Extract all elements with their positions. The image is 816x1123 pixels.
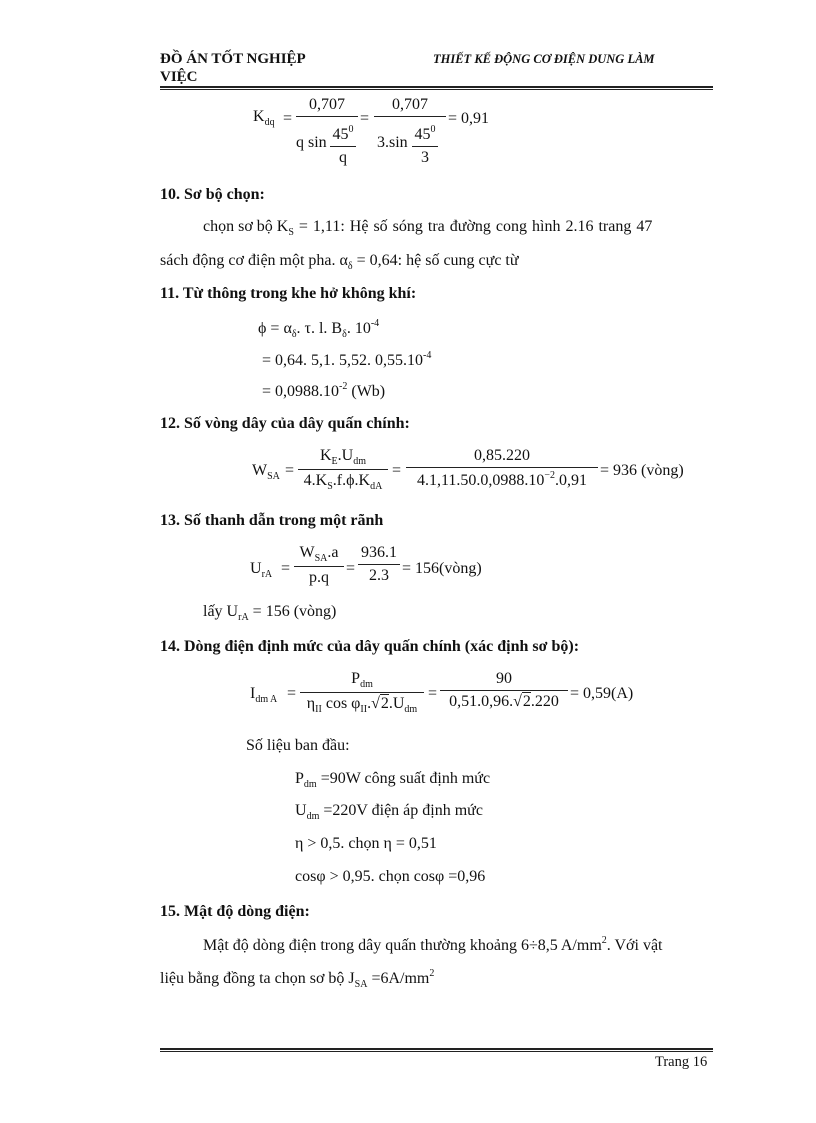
equals-sign: = (285, 462, 295, 479)
section-10-heading: 10. Sơ bộ chọn: (160, 186, 265, 203)
turns-fraction-2: 0,85.220 $4.1,11.50.0,0988.10^{-2}.0,91$ (406, 447, 598, 490)
conductors-fraction-1: $W_{SA}.a$ p.q (294, 544, 344, 587)
equals-sign: = (360, 110, 370, 127)
equals-sign: = (281, 560, 291, 577)
kdq-fraction-2: 0,707 (374, 96, 446, 119)
kdq-f1-inner-fraction: $45^0$ q (330, 124, 356, 167)
conductors-take: lấy $U_{rA} = 156$ (vòng) (203, 603, 337, 623)
kdq-lhs: $K_{dq}$ (253, 108, 275, 128)
kdq-f1-numerator: 0,707 (309, 96, 345, 113)
kdq-result: = 0,91 (448, 110, 490, 127)
equals-sign: = (428, 685, 438, 702)
kdq-f2-inner-fraction: $45^0$ 3 (412, 124, 438, 167)
current-result: = 0,59(A) (570, 685, 634, 702)
header-title-line1: ĐỒ ÁN TỐT NGHIỆP (160, 51, 306, 67)
section-11-heading: 11. Từ thông trong khe hở không khí: (160, 285, 417, 302)
kdq-f2-den-text: 3.sin (377, 134, 408, 151)
power-factor-choice: cosφ > 0,95. chọn cosφ =0,96 (295, 868, 486, 885)
header-subtitle: THIẾT KẾ ĐỘNG CƠ ĐIỆN DUNG LÀM (433, 52, 655, 66)
equals-sign: = (392, 462, 402, 479)
section-10-line1: chọn sơ bộ $K_S = 1,11$: Hệ số sóng tra đường cong hình 2.16 trang 47 (203, 218, 653, 238)
equals-sign: = (283, 110, 293, 127)
header-title-line2: VIỆC (160, 69, 198, 85)
equals-sign: = (287, 685, 297, 702)
turns-result: = 936 (vòng) (600, 462, 684, 479)
page-number: Trang 16 (655, 1054, 708, 1070)
conductors-lhs: $U_{rA}$ (250, 560, 273, 580)
flux-result: = $0,0988.10^{-2}$ (Wb) (262, 381, 386, 400)
current-density-line1: Mật độ dòng điện trong dây quấn thường khoảng 6÷8,5 $A/mm^2$. Với vật (203, 935, 663, 954)
section-15-heading: 15. Mật độ dòng điện: (160, 903, 310, 920)
efficiency-choice: η > 0,5. chọn η = 0,51 (295, 835, 437, 852)
footer-rule (160, 1048, 713, 1052)
kdq-f1-den-text: q sin (296, 134, 327, 151)
rated-power: $P_{dm} =90W$ công suất định mức (295, 770, 491, 790)
conductors-fraction-2: 936.1 2.3 (358, 544, 400, 585)
section-14-heading: 14. Dòng điện định mức của dây quấn chính (xác định sơ bộ): (160, 638, 580, 655)
current-lhs: $I_{dm A}$ (250, 685, 278, 705)
current-fraction-1: $P_{dm}$ $\eta_{II}$ $\cos \varphi_{II}.√2.U_{dm}$ (300, 670, 424, 715)
turns-lhs: $W_{SA}$ (252, 462, 280, 482)
section-12-heading: 12. Số vòng dây của dây quấn chính: (160, 415, 410, 432)
header-title (160, 50, 306, 86)
kdq-fraction-1 (296, 96, 358, 119)
turns-fraction-1: $K_E.U_{dm}$ $4.K_S.f.\phi.K_{dA}$ (298, 447, 388, 492)
initial-data-label: Số liệu ban đầu: (246, 737, 350, 754)
conductors-result: = 156(vòng) (402, 560, 482, 577)
rated-voltage: $U_{dm} =220V$ điện áp định mức (295, 802, 483, 822)
header-rule (160, 86, 713, 90)
section-13-heading: 13. Số thanh dẫn trong một rãnh (160, 512, 384, 529)
flux-substitution: = 0,64. 5,1. 5,52. $0,55.10^{-4}$ (262, 350, 432, 369)
flux-formula: $\phi = \alpha_\delta$. τ. l. $B_\delta$. $10^{-4}$ (258, 318, 380, 340)
equals-sign: = (346, 560, 356, 577)
section-10-line2: sách động cơ điện một pha. $\alpha_\delta = 0,64$: hệ số cung cực từ (160, 252, 519, 272)
current-fraction-2: 90 0,51.0,96.√2.220 (440, 670, 568, 711)
current-density-line2: liệu bằng đồng ta chọn sơ bộ $J_{SA} =6A/mm^2$ (160, 968, 435, 990)
